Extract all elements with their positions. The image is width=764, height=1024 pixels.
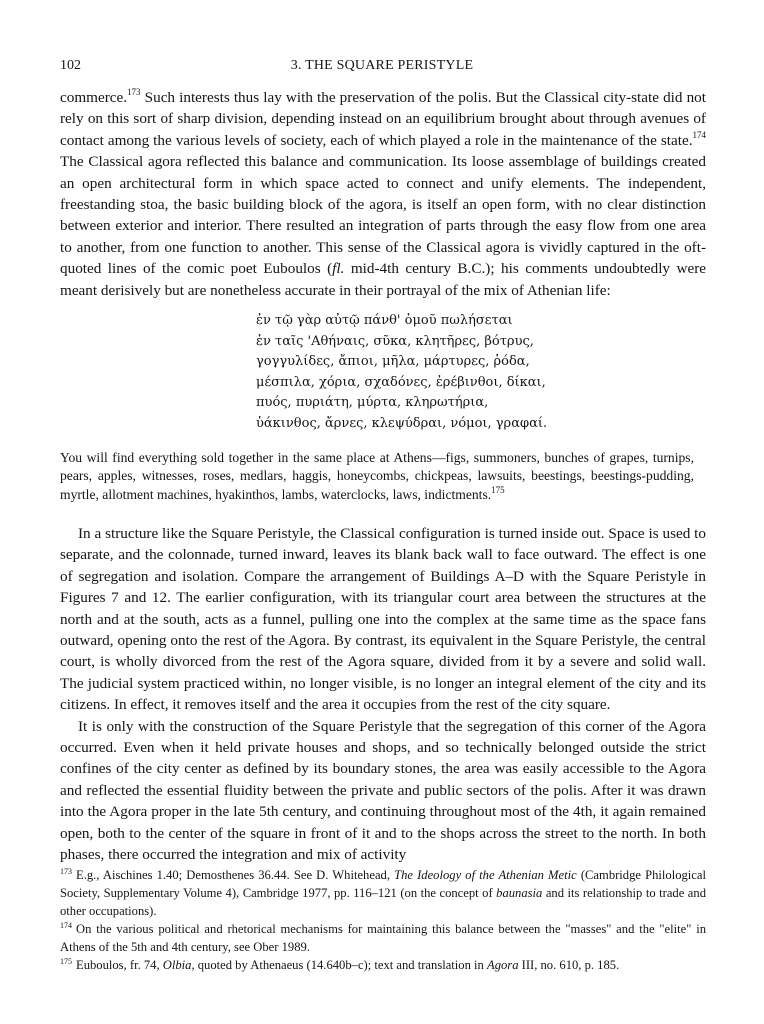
footnote-173: [60, 866, 706, 920]
paragraph-3: It is only with the construction of the Square Peristyle that the segregation of this corner of the Agora occurred. Even when it held private houses and shops, and so technically belonged outside the strict confines of the city center as defined by its boundary stones, the area was easily accessible to the Agora and reflected the essential fluidity between the private and public sectors of the polis. After it was drawn into the Agora proper in the late 5th century, and continuing throughout most of the 4th, it again remained open, both to the center of the square in front of it and to the shops across the street to the north. In both phases, there occurred the integration and mix of activity: [60, 717, 706, 864]
translation-block: [60, 449, 694, 505]
footnote-ref-175[interactable]: 175: [491, 484, 505, 495]
greek-line: ἐν ταῖς 'Αθήναις, σῦκα, κλητῆρες, βότρυς,: [256, 333, 534, 349]
running-head: 3. THE SQUARE PERISTYLE: [290, 58, 474, 73]
footnote-text: E.g., Aischines 1.40; Demosthenes 36.44. See D. Whitehead,: [76, 868, 395, 882]
greek-line: πυός, πυριάτη, μύρτα, κληρωτήρια,: [256, 395, 489, 411]
greek-line: γογγυλίδες, ἄπιοι, μῆλα, μάρτυρες, ῥόδα,: [256, 354, 530, 370]
footnote-italic: Olbia: [162, 958, 192, 972]
p1-text-d: mid-4th century B.C.); his comments undoubtedly were meant derisively but are nonetheless accurate in their portrayal of the mix of Athenian life:: [60, 260, 706, 299]
greek-quotation: [256, 311, 706, 435]
footnote-text: , quoted by Athenaeus (14.640b–c); text and translation in: [191, 958, 487, 972]
greek-line: μέσπιλα, χόρια, σχαδόνες, ἐρέβινθοι, δίκαι,: [256, 374, 546, 390]
translation-text: You will find everything sold together in the same place at Athens—figs, summoners, bunches of grapes, turnips, pears, apples, witnesses, roses, medlars, haggis, honeycombs, chickpeas, lawsuits, beestings, beestings-pudding, myrtle, allotment machines, hyakinthos, lambs, waterclocks, laws, indictments.: [60, 449, 694, 503]
footnote-text: and its relationship to trade and other occupations).: [60, 886, 706, 918]
greek-line: ὑάκινθος, ἄρνες, κλεψύδραι, νόμοι, γραφαί.: [256, 416, 548, 432]
footnote-text: (Cambridge Philological Society, Supplementary Volume 4), Cambridge 1977, pp. 116–121 (on the concept of: [60, 868, 706, 900]
p1-text-a: commerce.: [60, 89, 128, 106]
greek-line: ἐν τῷ γὰρ αὐτῷ πάνθ' ὁμοῦ πωλήσεται: [256, 313, 513, 329]
footnote-number: 174: [60, 920, 72, 930]
paragraph-1: [60, 87, 706, 301]
p1-fl-italic: fl.: [332, 260, 345, 278]
footnote-italic: baunasia: [496, 886, 543, 900]
footnote-italic: The Ideology of the Athenian Metic: [394, 868, 577, 882]
main-text: [60, 87, 706, 866]
footnote-text: Euboulos, fr. 74,: [76, 958, 163, 972]
footnote-text: On the various political and rhetorical mechanisms for maintaining this balance between the "masses" and the "elite" in Athens of the 5th and 4th century, see Ober 1989.: [60, 922, 706, 954]
p1-text-b: Such interests thus lay with the preservation of the polis. But the Classical city-state did not rely on this sort of sharp division, depending instead on an equilibrium brought about through avenues of contact among the various levels of society, each of which played a role in the maintenance of the state.: [60, 89, 706, 149]
footnote-ref-174[interactable]: 174: [692, 129, 706, 140]
footnote-text: III, no. 610, p. 185.: [518, 958, 620, 972]
footnote-italic: Agora: [487, 958, 519, 972]
p1-text-c: The Classical agora reflected this balance and communication. Its loose assemblage of buildings created an open architectural form in which space acted to connect and unify elements. The independent, freestanding stoa, the basic building block of the agora, is itself an open form, with no clear distinction between exterior and interior. There resulted an integration of parts through the easy flow from one area to another, from one function to another. This sense of the Classical agora is vividly captured in the oft-quoted lines of the comic poet Euboulos (: [60, 153, 706, 278]
paragraph-2: In a structure like the Square Peristyle, the Classical configuration is turned inside out. Space is used to separate, and the colonnade, turned inward, leaves its blank back wall to face outward. The effect is one of segregation and isolation. Compare the arrangement of Buildings A–D with the Square Peristyle in Figures 7 and 12. The earlier configuration, with its triangular court area between the structures at the north and at the south, acts as a funnel, pulling one into the complex at the same time as the space fans outward, opening onto the rest of the Agora. By contrast, its equivalent in the Square Peristyle, the central court, is wholly divorced from the rest of the Agora square, divided from it by a severe and solid wall. The judicial system practiced within, no longer visible, is no longer an integral element of the city and its citizens. In effect, it removes itself and the area it occupies from the rest of the city square.: [60, 525, 706, 714]
footnote-number: 173: [60, 866, 72, 876]
footnote-ref-173[interactable]: 173: [127, 86, 141, 97]
footnote-174: [60, 920, 706, 956]
footnotes: [60, 866, 706, 974]
page-number: 102: [60, 58, 81, 73]
footnote-175: [60, 956, 706, 974]
page-header: [60, 58, 704, 78]
footnote-number: 175: [60, 956, 72, 966]
